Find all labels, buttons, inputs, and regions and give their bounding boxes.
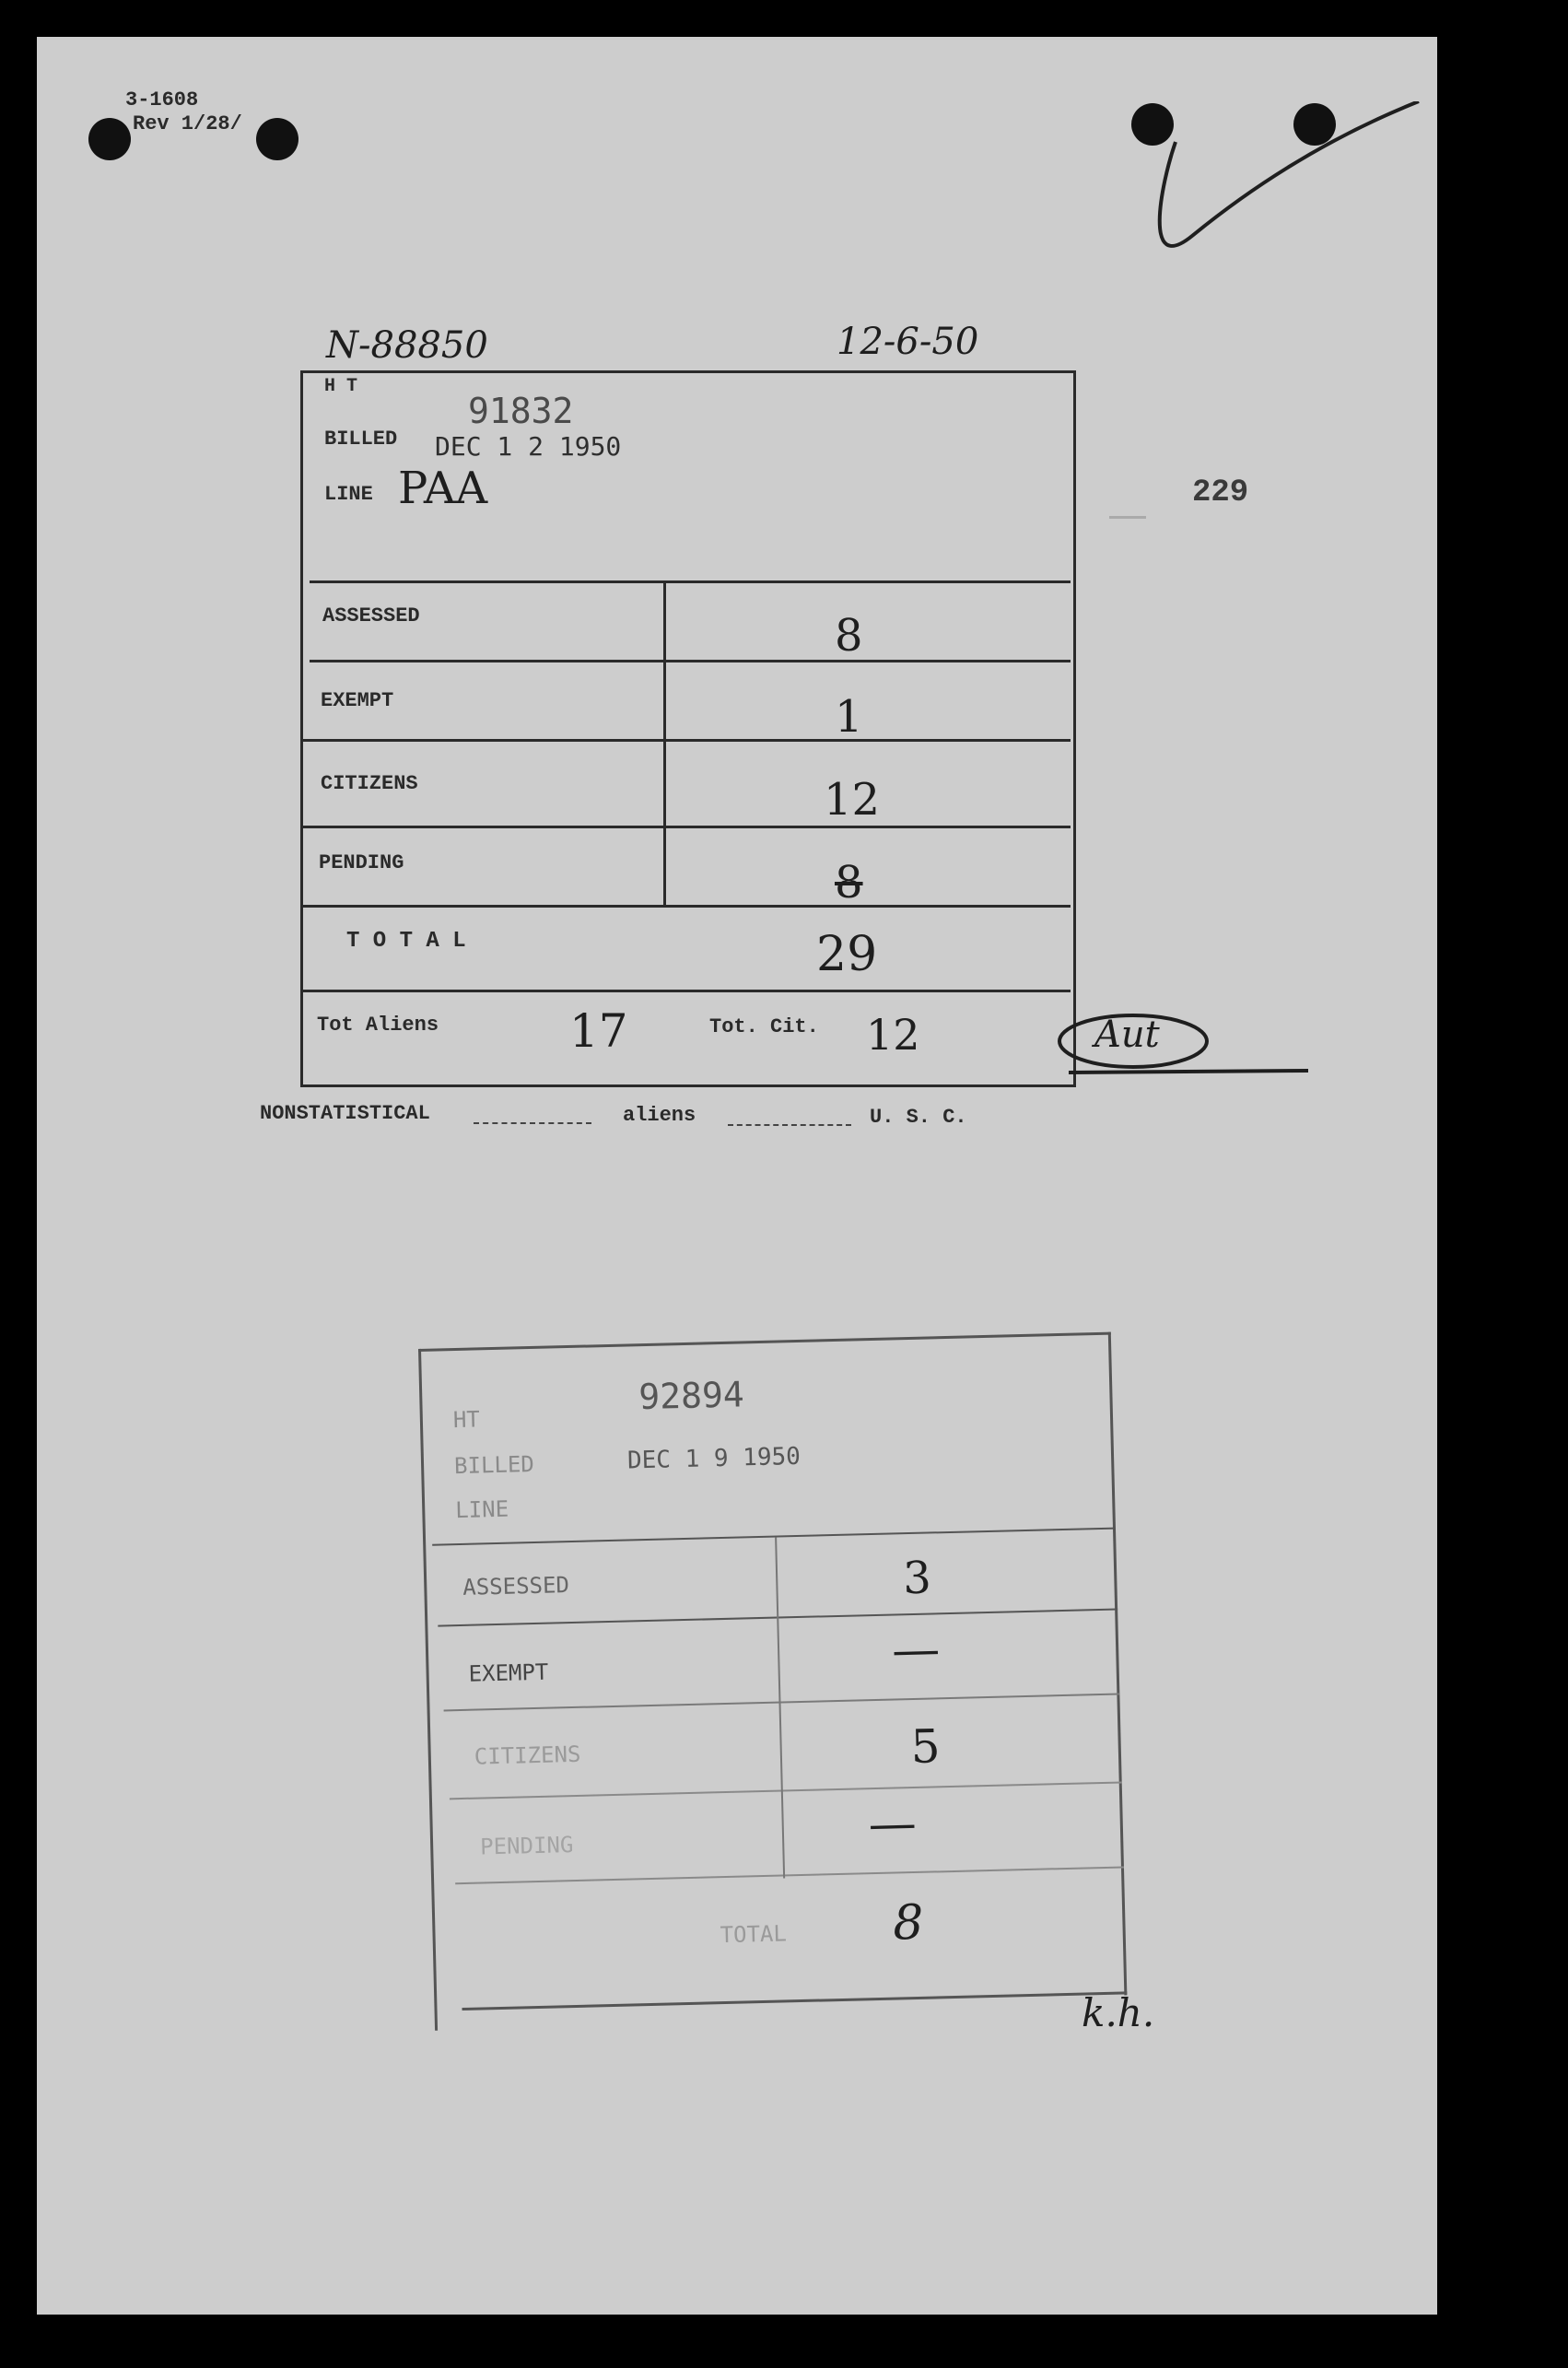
usc-label: U. S. C. <box>870 1106 967 1129</box>
row-label-exempt: EXEMPT <box>321 689 394 712</box>
check-mark-icon <box>1124 101 1456 286</box>
billed-label: BILLED <box>324 428 398 451</box>
tot-aliens-label: Tot Aliens <box>317 1014 439 1037</box>
punch-hole <box>88 118 131 160</box>
total-label: T O T A L <box>346 929 466 954</box>
row-value-citizens: 12 <box>824 774 881 826</box>
billed-date: DEC 1 2 1950 <box>435 431 622 462</box>
divider <box>300 990 1071 992</box>
column-divider <box>663 582 666 907</box>
initials-1: Aut <box>1094 1014 1160 1056</box>
aliens-label: aliens <box>623 1104 696 1127</box>
row-label-assessed-2: ASSESSED <box>462 1572 570 1600</box>
tot-cit-value: 12 <box>866 1010 920 1060</box>
row-value-assessed: 8 <box>835 610 863 662</box>
faint-mark <box>1109 516 1146 519</box>
row-label-exempt-2: EXEMPT <box>468 1659 549 1687</box>
document-page <box>37 37 1437 2315</box>
ht-label-2: HT <box>452 1406 481 1434</box>
divider <box>300 905 1071 908</box>
total-value: 29 <box>816 927 878 982</box>
initials-2: k.h. <box>1082 1990 1155 2035</box>
row-value-assessed-2: 3 <box>902 1552 932 1605</box>
total-value-2: 8 <box>892 1894 925 1952</box>
row-label-citizens-2: CITIZENS <box>474 1741 581 1770</box>
signature-loop-icon <box>1050 1004 1317 1087</box>
ht-number-2: 92894 <box>638 1374 745 1418</box>
row-label-pending: PENDING <box>319 851 404 874</box>
divider <box>300 826 1071 828</box>
line-label-2: LINE <box>454 1495 509 1524</box>
row-value-pending: 8 <box>835 857 863 909</box>
tot-aliens-value: 17 <box>569 1004 628 1058</box>
divider <box>310 660 1071 662</box>
billed-label-2: BILLED <box>453 1450 535 1480</box>
file-number: N-88850 <box>326 324 488 367</box>
nonstatistical-label: NONSTATISTICAL <box>260 1102 430 1125</box>
row-value-exempt: 1 <box>835 691 863 743</box>
divider <box>300 739 1071 742</box>
billed-date-2: DEC 1 9 1950 <box>626 1442 802 1475</box>
row-label-pending-2: PENDING <box>479 1832 574 1860</box>
blank-line <box>474 1122 591 1124</box>
line-value: PAA <box>398 463 488 514</box>
header-date: 12-6-50 <box>837 321 979 363</box>
ht-number: 91832 <box>468 391 574 431</box>
tot-cit-label: Tot. Cit. <box>709 1015 819 1038</box>
row-value-citizens-2: 5 <box>910 1719 942 1775</box>
form-revision: Rev 1/28/ <box>133 112 242 135</box>
punch-hole <box>256 118 298 160</box>
row-label-assessed: ASSESSED <box>322 604 420 627</box>
row-label-citizens: CITIZENS <box>321 772 418 795</box>
ht-label: H T <box>324 376 358 397</box>
divider <box>310 580 1071 583</box>
line-label: LINE <box>324 483 373 506</box>
row-value-exempt-2: — <box>891 1622 941 1679</box>
total-label-2: TOTAL <box>720 1920 788 1949</box>
record-card-2 <box>418 1332 1128 2034</box>
form-number: 3-1608 <box>125 88 199 111</box>
page-number: 229 <box>1192 475 1249 510</box>
row-value-pending-2: — <box>868 1795 918 1853</box>
blank-line <box>728 1124 851 1126</box>
